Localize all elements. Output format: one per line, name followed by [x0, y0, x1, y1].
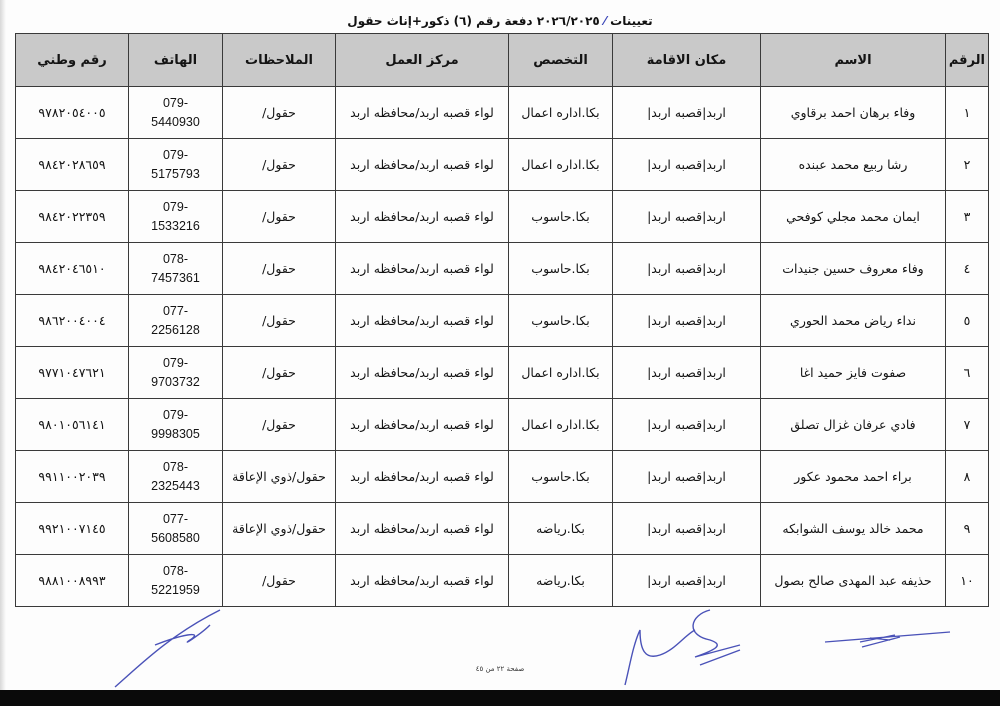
phone-number: 5440930 [151, 114, 200, 129]
cell-specialty: بكا.حاسوب [509, 295, 613, 347]
phone-number: 5608580 [151, 530, 200, 545]
cell-national-id: ٩٨٦٢٠٠٤٠٠٤ [16, 295, 129, 347]
phone-prefix: 079- [162, 355, 189, 370]
table-row [16, 139, 989, 191]
cell-national-id: ٩٧٧١٠٤٧٦٢١ [16, 347, 129, 399]
table-row [16, 399, 989, 451]
cell-work-center: لواء قصبه اربد/محافظه اربد [336, 451, 509, 503]
phone-prefix: 078- [162, 251, 189, 266]
header-national-id: رقم وطني [16, 34, 129, 87]
header-specialty: التخصص [509, 34, 613, 87]
cell-residence: اربد|قصبه اربد| [613, 191, 761, 243]
phone-prefix: 077- [162, 303, 189, 318]
title-corrected-mark: ⁄ [603, 14, 606, 28]
table-row [16, 243, 989, 295]
cell-name: نداء رياض محمد الحوري [761, 295, 946, 347]
cell-work-center: لواء قصبه اربد/محافظه اربد [336, 503, 509, 555]
cell-phone [129, 139, 223, 191]
cell-specialty: بكا.حاسوب [509, 191, 613, 243]
scan-bottom-edge [0, 690, 1000, 706]
scan-edge-shadow [0, 0, 6, 690]
table-row [16, 87, 989, 139]
table-row [16, 451, 989, 503]
phone-number: 1533216 [151, 218, 200, 233]
cell-name: رشا ربيع محمد عبنده [761, 139, 946, 191]
cell-national-id: ٩٩٢١٠٠٧١٤٥ [16, 503, 129, 555]
phone-number: 2325443 [151, 478, 200, 493]
cell-number: ٥ [946, 295, 989, 347]
cell-residence: اربد|قصبه اربد| [613, 451, 761, 503]
cell-number: ١ [946, 87, 989, 139]
cell-phone [129, 451, 223, 503]
cell-work-center: لواء قصبه اربد/محافظه اربد [336, 139, 509, 191]
cell-notes: حقول/ [223, 399, 336, 451]
header-residence: مكان الاقامة [613, 34, 761, 87]
cell-work-center: لواء قصبه اربد/محافظه اربد [336, 191, 509, 243]
cell-residence: اربد|قصبه اربد| [613, 503, 761, 555]
cell-specialty: بكا.اداره اعمال [509, 139, 613, 191]
cell-name: وفاء معروف حسين جنيدات [761, 243, 946, 295]
cell-name: صفوت فايز حميد اغا [761, 347, 946, 399]
cell-specialty: بكا.رياضه [509, 555, 613, 607]
phone-number: 2256128 [151, 322, 200, 337]
cell-work-center: لواء قصبه اربد/محافظه اربد [336, 555, 509, 607]
cell-phone [129, 503, 223, 555]
cell-phone [129, 347, 223, 399]
cell-national-id: ٩٨٠١٠٥٦١٤١ [16, 399, 129, 451]
cell-name: فادي عرفان غزال تصلق [761, 399, 946, 451]
cell-national-id: ٩٨٤٢٠٢٨٦٥٩ [16, 139, 129, 191]
cell-number: ٤ [946, 243, 989, 295]
cell-specialty: بكا.حاسوب [509, 451, 613, 503]
document-title [0, 14, 1000, 28]
cell-phone [129, 555, 223, 607]
cell-national-id: ٩٧٨٢٠٥٤٠٠٥ [16, 87, 129, 139]
cell-notes: حقول/ذوي الإعاقة [223, 503, 336, 555]
header-phone: الهاتف [129, 34, 223, 87]
cell-number: ٨ [946, 451, 989, 503]
phone-prefix: 078- [162, 459, 189, 474]
phone-prefix: 079- [162, 199, 189, 214]
cell-specialty: بكا.رياضه [509, 503, 613, 555]
title-rest: ٢٠٢٦/٢٠٢٥ دفعة رقم (٦) ذكور+إناث حقول [347, 14, 600, 28]
table-row [16, 191, 989, 243]
cell-residence: اربد|قصبه اربد| [613, 347, 761, 399]
appointments-table [15, 33, 989, 607]
phone-number: 9703732 [151, 374, 200, 389]
cell-notes: حقول/ [223, 243, 336, 295]
signature-right-icon [820, 620, 960, 660]
signature-middle-icon [615, 605, 795, 690]
phone-number: 5221959 [151, 582, 200, 597]
cell-name: وفاء برهان احمد برقاوي [761, 87, 946, 139]
page-footer: صفحة ٢٢ من ٤٥ [475, 665, 525, 673]
cell-name: حذيفه عبد المهدى صالح بصول [761, 555, 946, 607]
cell-residence: اربد|قصبه اربد| [613, 243, 761, 295]
phone-number: 9998305 [151, 426, 200, 441]
phone-number: 7457361 [151, 270, 200, 285]
cell-national-id: ٩٨٤٢٠٢٢٣٥٩ [16, 191, 129, 243]
cell-number: ١٠ [946, 555, 989, 607]
header-name: الاسم [761, 34, 946, 87]
cell-phone [129, 87, 223, 139]
cell-national-id: ٩٨٨١٠٠٨٩٩٣ [16, 555, 129, 607]
cell-residence: اربد|قصبه اربد| [613, 555, 761, 607]
header-work-center: مركز العمل [336, 34, 509, 87]
cell-number: ٧ [946, 399, 989, 451]
cell-specialty: بكا.اداره اعمال [509, 347, 613, 399]
cell-work-center: لواء قصبه اربد/محافظه اربد [336, 87, 509, 139]
cell-work-center: لواء قصبه اربد/محافظه اربد [336, 295, 509, 347]
cell-national-id: ٩٨٤٢٠٤٦٥١٠ [16, 243, 129, 295]
cell-phone [129, 191, 223, 243]
title-prefix: تعيينات [610, 14, 653, 28]
cell-residence: اربد|قصبه اربد| [613, 399, 761, 451]
cell-notes: حقول/ [223, 139, 336, 191]
cell-phone [129, 295, 223, 347]
header-notes: الملاحظات [223, 34, 336, 87]
phone-number: 5175793 [151, 166, 200, 181]
signature-left-icon [110, 605, 230, 695]
phone-prefix: 079- [162, 147, 189, 162]
cell-residence: اربد|قصبه اربد| [613, 87, 761, 139]
table-row [16, 555, 989, 607]
cell-notes: حقول/ [223, 555, 336, 607]
cell-work-center: لواء قصبه اربد/محافظه اربد [336, 243, 509, 295]
cell-number: ٩ [946, 503, 989, 555]
cell-specialty: بكا.حاسوب [509, 243, 613, 295]
cell-phone [129, 243, 223, 295]
cell-name: براء احمد محمود عكور [761, 451, 946, 503]
phone-prefix: 077- [162, 511, 189, 526]
cell-name: محمد خالد يوسف الشوابكه [761, 503, 946, 555]
table-row [16, 503, 989, 555]
cell-name: ايمان محمد مجلي كوفحي [761, 191, 946, 243]
cell-number: ٢ [946, 139, 989, 191]
cell-work-center: لواء قصبه اربد/محافظه اربد [336, 347, 509, 399]
table-row [16, 347, 989, 399]
cell-notes: حقول/ [223, 347, 336, 399]
phone-prefix: 078- [162, 563, 189, 578]
cell-national-id: ٩٩١١٠٠٢٠٣٩ [16, 451, 129, 503]
cell-notes: حقول/ [223, 87, 336, 139]
cell-notes: حقول/ذوي الإعاقة [223, 451, 336, 503]
cell-residence: اربد|قصبه اربد| [613, 139, 761, 191]
cell-residence: اربد|قصبه اربد| [613, 295, 761, 347]
table-header-row [16, 34, 989, 87]
cell-specialty: بكا.اداره اعمال [509, 87, 613, 139]
table-row [16, 295, 989, 347]
cell-number: ٦ [946, 347, 989, 399]
cell-specialty: بكا.اداره اعمال [509, 399, 613, 451]
cell-notes: حقول/ [223, 295, 336, 347]
cell-work-center: لواء قصبه اربد/محافظه اربد [336, 399, 509, 451]
header-number: الرقم [946, 34, 989, 87]
cell-phone [129, 399, 223, 451]
phone-prefix: 079- [162, 407, 189, 422]
cell-number: ٣ [946, 191, 989, 243]
phone-prefix: 079- [162, 95, 189, 110]
cell-notes: حقول/ [223, 191, 336, 243]
